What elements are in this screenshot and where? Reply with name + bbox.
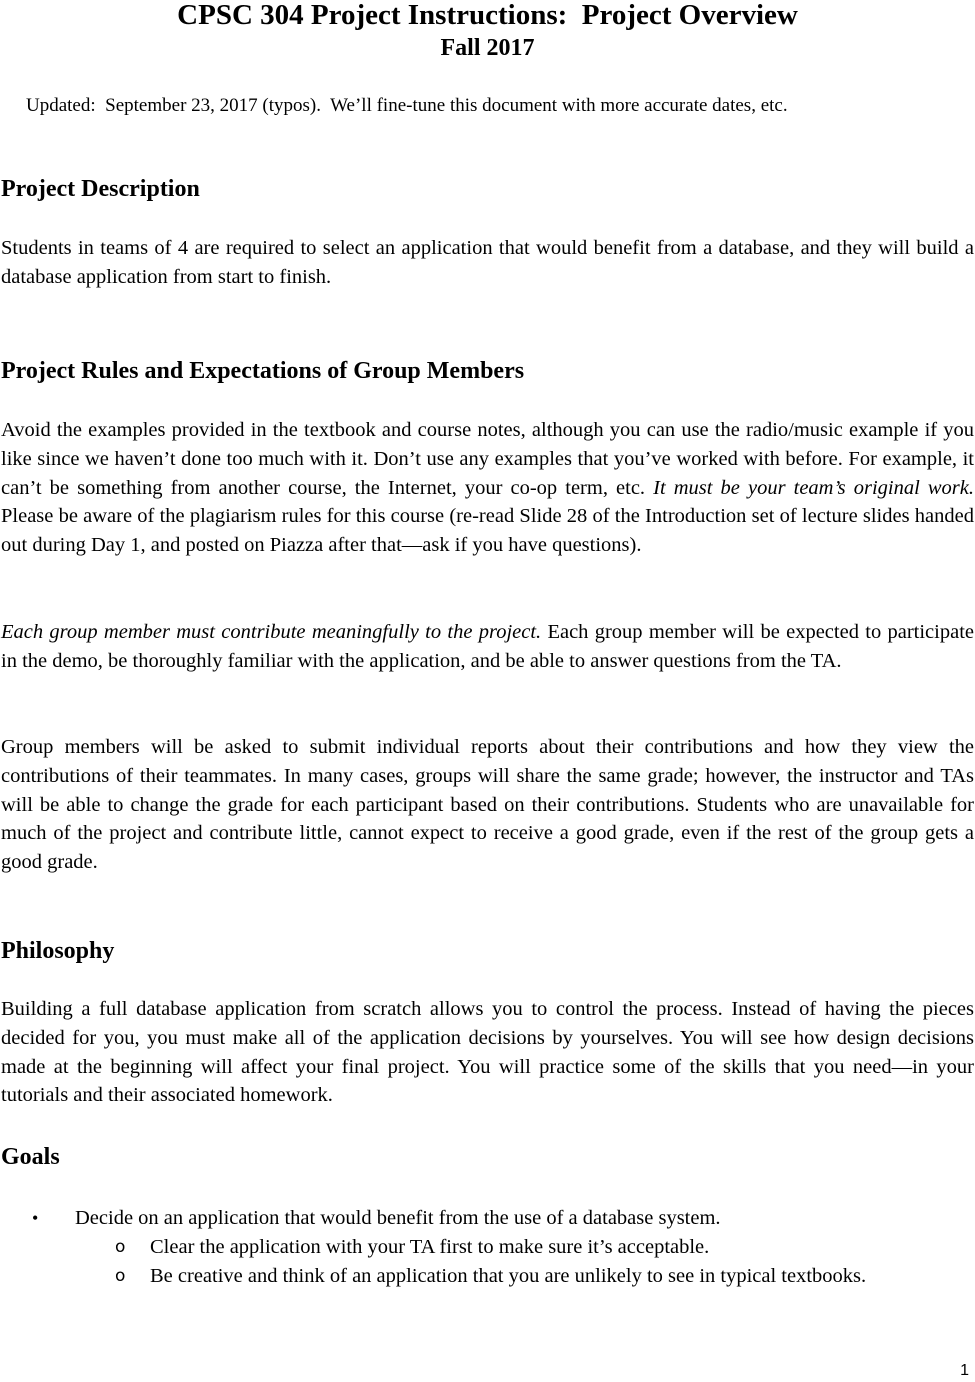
rules-text-b: Please be aware of the plagiarism rules for this course (re-read Slide 28 of the Introduction set of lecture slides handed out during Day 1, and posted on Piazza after that—ask if you have questions).	[1, 505, 974, 557]
document-title: CPSC 304 Project Instructions: Project Overview	[177, 0, 798, 31]
heading-philosophy: Philosophy	[1, 938, 115, 964]
goal-sub-item-text: Clear the application with your TA first to make sure it’s acceptable.	[150, 1235, 710, 1258]
document-subtitle: Fall 2017	[440, 35, 535, 61]
heading-project-rules: Project Rules and Expectations of Group Members	[1, 358, 525, 384]
goal-sub-item-text: Be creative and think of an application that you are unlikely to see in typical textbooks.	[150, 1264, 867, 1287]
list-item	[0, 1204, 975, 1233]
page-number: 1	[960, 1362, 969, 1379]
heading-project-description: Project Description	[1, 176, 200, 202]
paragraph-rules-contribution	[1, 618, 974, 676]
updated-note: Updated: September 23, 2017 (typos). We’ll fine-tune this document with more accurate dates, etc.	[26, 95, 788, 116]
paragraph-rules-reports: Group members will be asked to submit individual reports about their contributions and how they view the contributions of their teammates. In many cases, groups will share the same grade; however, the instructor and TAs will be able to change the grade for each participant based on their contributions. Students who are unavailable for much of the project and contribute little, cannot expect to receive a good grade, even if the rest of the group gets a good grade.	[1, 736, 974, 874]
goal-bullet-text: Decide on an application that would benefit from the use of a database system.	[75, 1207, 721, 1229]
sub-list-item	[0, 1262, 975, 1291]
paragraph-project-description: Students in teams of 4 are required to select an application that would benefit from a database, and they will build a database application from start to finish.	[1, 237, 974, 288]
rules-original-work-emphasis: It must be your team’s original work.	[653, 476, 974, 499]
contribution-emphasis: Each group member must contribute meaningfully to the project.	[1, 621, 542, 643]
contribution-text: Each group member will be expected to participate in the demo, be thoroughly familiar with the application, and be able to answer questions from the TA.	[1, 621, 974, 672]
heading-goals: Goals	[1, 1144, 60, 1170]
goals-list	[0, 1204, 975, 1290]
bullet-icon: •	[32, 1208, 39, 1228]
rules-text-a: Avoid the examples provided in the textbook and course notes, although you can use the radio/music example if you like since we haven’t done too much with it. Don’t use any examples that you’ve worked with before. For example, it can’t be something from another course, the Internet, your co-op term, etc.	[1, 419, 974, 499]
sub-bullet-marker: o	[115, 1236, 126, 1257]
sub-bullet-marker: o	[115, 1265, 126, 1286]
paragraph-rules-examples	[1, 416, 974, 560]
sub-list-item	[0, 1233, 975, 1262]
paragraph-philosophy: Building a full database application from scratch allows you to control the process. Instead of having the pieces decided for you, you must make all of the application decisions by yourselves. You will see how design decisions made at the beginning will affect your final project. You will practice some of the skills that you need—in your tutorials and their associated homework.	[1, 998, 974, 1107]
